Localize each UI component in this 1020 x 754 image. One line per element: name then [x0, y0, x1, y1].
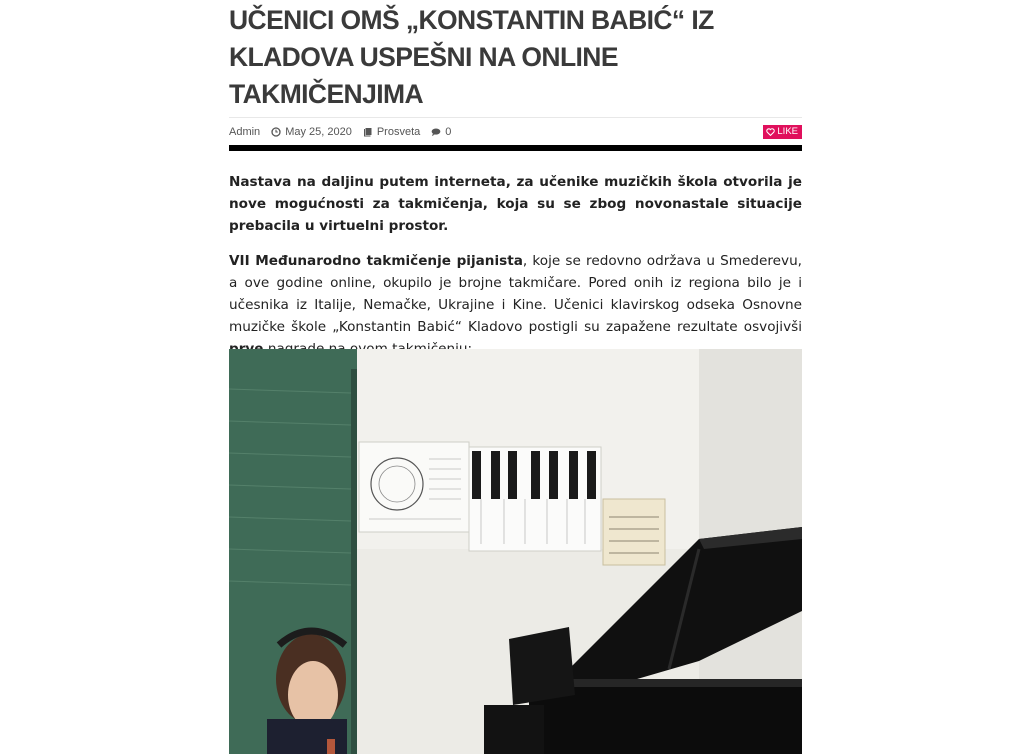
title-divider	[229, 145, 802, 151]
meta-row	[229, 126, 451, 138]
book-icon	[363, 127, 373, 137]
keyboard-poster	[469, 447, 601, 551]
intro-paragraph	[229, 171, 802, 238]
article-body	[229, 171, 802, 361]
heart-icon	[766, 128, 775, 136]
comment-icon	[431, 127, 441, 137]
comments-count[interactable]: 0	[445, 126, 452, 138]
article-title: UČENICI OMŠ „KONSTANTIN BABIĆ“ IZ KLADOVA USPEŠNI NA ONLINE TAKMIČENJIMA	[229, 5, 714, 109]
like-label: LIKE	[777, 126, 798, 137]
bold-lead: VII Međunarodno takmičenje pijanista	[229, 252, 523, 269]
post-date: May 25, 2020	[285, 126, 352, 138]
article-meta	[229, 117, 802, 145]
like-button[interactable]	[763, 125, 802, 139]
intro-text: Nastava na daljinu putem interneta, za učenike muzičkih škola otvorila je nove mogućnosti za takmičenja, koja su se zbog novonastale situacije prebacila u virtuelni prostor.	[229, 174, 802, 235]
article	[229, 0, 802, 373]
body-text-1: , koje se redovno održava u Smederevu, a ove godine online, okupilo je brojne takmičare. Pored onih iz regiona bilo je i učesnika iz Italije, Nemačke, Ukrajine i Kine. Učenici klavirskog odseka Osnovne muzičke škole „Konstantin Babić“ Kladovo postigli su zapažene rezultate osvojivši	[229, 252, 803, 336]
wall-poster	[359, 442, 469, 532]
sheet-music-poster	[603, 499, 665, 565]
category-link[interactable]: Prosveta	[376, 126, 421, 138]
body-paragraph	[229, 250, 802, 361]
author-link[interactable]: Admin	[229, 126, 261, 138]
clock-icon	[271, 127, 281, 137]
article-photo	[229, 349, 802, 754]
